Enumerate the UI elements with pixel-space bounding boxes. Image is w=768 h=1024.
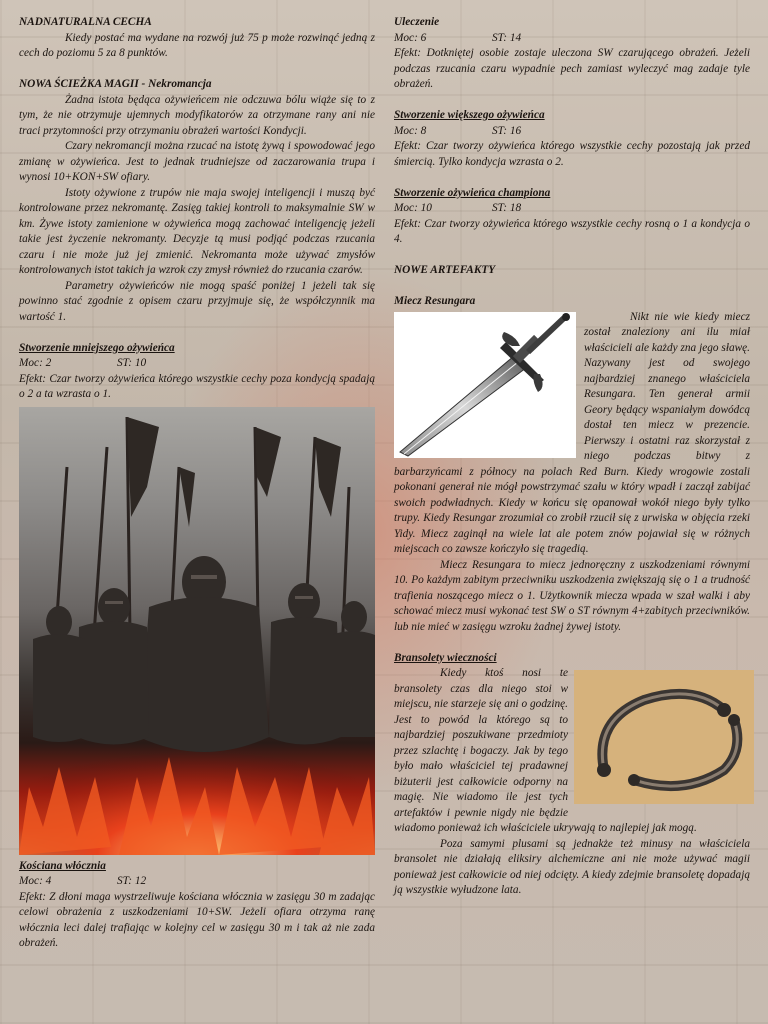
spell-stats (394, 124, 750, 140)
paragraph: Kiedy ktoś nosi te bransolety czas dla niego stoi w miejscu, nie starzeje się ani o godzinę. Jest to powód la którego są to najbardziej poszukiwane przedmioty przez szlachtę i bogaczy. Jak by tego było mało właściciel tej pradawnej biżuterii jest całkowicie odporny na magię. Nie wiadomo ile jest tych artefaktów i pewnie nigdy nie będzie wiadomo ponieważ ich właściciele ukrywają to najlepiej jak mogą. (394, 667, 697, 834)
spell-power: Moc: 4 (19, 875, 52, 887)
spell-effect: Efekt: Z dłoni maga wystrzeliwuje kościana włócznia w zasięgu 30 m zadając celowi obrażenia z uszkodzeniami 10+SW. Jeżeli ofiara otrzyma ranę włócznia leci dalej trafiając w kolejny cel w zasięgu 30 m i tak aż nie zada obrażeń. (19, 890, 375, 949)
right-column (394, 15, 750, 899)
spell-power: Moc: 6 (394, 31, 427, 44)
section-title-new-artifacts: NOWE ARTEFAKTY (394, 264, 496, 276)
paragraph: Żadna istota będąca ożywieńcem nie odczuwa bólu wiąże się to z tym, że nie otrzymuje ujemnych modyfikatorów za otrzymane rany ani nie traci przytomności przy otrzymaniu obrażeń wartości Kondycji. (19, 93, 375, 137)
bracelets-image (574, 670, 754, 804)
spell-stats (394, 31, 750, 47)
spell-title-bone-spear: Kościana włócznia (19, 859, 106, 872)
bracelet-icon (574, 670, 754, 804)
artifact-title-resungar-sword: Miecz Resungara (394, 295, 476, 307)
spell-stats (19, 356, 375, 372)
spell-title-champion-undead: Stworzenie ożywieńca championa (394, 186, 551, 199)
spell-difficulty: ST: 12 (117, 875, 147, 887)
spell-power: Moc: 8 (394, 124, 427, 137)
spell-effect: Efekt: Czar tworzy ożywieńca którego wszystkie cechy rosną o 1 a kondycja o 4. (394, 217, 750, 245)
paragraph: Istoty ożywione z trupów nie maja swojej inteligencji i muszą być kontrolowane przez nekromantę. Zasięg takiej kontroli to maksymalnie SW w km. Żywe istoty zamienione w ożywieńca mogą zachować inteligencję jeżeli takie jest życzenie nekromanty. Decyzje tą musi podjąć podczas rzucania czaru i nie może już jej zmienić. Nekromanta może używać zmysłów kontrolowanych istot takich ja wzrok czy zmysł również do rzucania czarów. (19, 186, 375, 276)
undead-army-image (19, 407, 375, 855)
artifact-title-eternity-bracelets: Bransolety wieczności (394, 651, 497, 664)
spell-effect: Efekt: Dotkniętej osobie zostaje uleczona SW czarującego obrażeń. Jeżeli podczas rzucania czaru wypadnie pech zamiast wyleczyć mag zadaje tyle obrażeń. (394, 47, 750, 90)
sword-icon (394, 312, 576, 458)
paragraph: Miecz Resungara to miecz jednoręczny z uszkodzeniami równymi 10. Po każdym zabitym przeciwniku uszkodzenia zwiększają się o 1 a trudność trafienia noszącego miecz o 1. Użytkownik miecza wpada w szał walki i aby schować miecz musi wykonać test SW o ST równym 4+zabitych przeciwników. lub nie mieć w zasięgu wzroku żadnej żywej istoty. (394, 558, 750, 633)
spell-difficulty: ST: 10 (117, 357, 147, 369)
section-title-supernatural-trait: NADNATURALNA CECHA (19, 16, 152, 28)
section-title-necromancy: NOWA ŚCIEŻKA MAGII - Nekromancja (19, 78, 212, 90)
spell-difficulty: ST: 18 (492, 202, 522, 214)
spell-effect: Efekt: Czar tworzy ożywieńca którego wszystkie cechy poza kondycją spadają o 2 a ta wzrasta o 1. (19, 372, 375, 400)
undead-army-illustration (19, 407, 375, 855)
spell-difficulty: ST: 16 (492, 124, 522, 137)
paragraph: Czary nekromancji można rzucać na istotę żywą i spowodować jego zmianę w ożywieńca. Jest to jednak trudniejsze od zaczarowania trupa i wynosi 10+KON+SW ofiary. (19, 140, 375, 183)
spell-stats (19, 874, 375, 890)
spell-title-healing: Uleczenie (394, 16, 440, 28)
spell-power: Moc: 2 (19, 357, 52, 369)
spell-effect: Efekt: Czar tworzy ożywieńca którego wszystkie cechy pozostają jak przed śmiercią. Tylko kondycja wzrasta o 2. (394, 140, 750, 168)
paragraph: Parametry ożywieńców nie mogą spaść poniżej 1 jeżeli tak się powinno stać zgodnie z opisem czaru przyjmuje się, że współczynnik ma wartość 1. (19, 279, 375, 323)
spell-stats (394, 201, 750, 217)
left-column (19, 15, 375, 952)
spell-power: Moc: 10 (394, 202, 432, 214)
spell-title-lesser-undead: Stworzenie mniejszego ożywieńca (19, 341, 175, 354)
spell-difficulty: ST: 14 (492, 31, 522, 44)
paragraph: Poza samymi plusami są jednakże też minusy na właściciela bransolet nie działają eliksiry alchemiczne ani nie może używać magii ponieważ jest całkowicie od niej odcięty. A kiedy zdejmie bransoletę dopadają ją wszystkie wyłudzone lata. (394, 837, 750, 896)
sword-image (394, 312, 576, 458)
spell-title-greater-undead: Stworzenie większego ożywieńca (394, 109, 545, 121)
paragraph: Kiedy postać ma wydane na rozwój już 75 p może rozwinąć jedną z cech do poziomu 5 za 8 punktów. (19, 31, 375, 59)
paragraph: Nikt nie wie kiedy miecz został znaleziony ani ilu miał właścicieli ale każdy zna jego sławę. Nazywany jest od swojego najbardziej znanego właściciela Resungara. Ten generał armii Geory będący wspaniałym dowódcą dostał ten miecz w prezencie. Pierwszy i ostatni raz skorzystał z niego podczas bitwy z barbarzyńcami z północy na polach Red Burn. Kiedy wrogowie zostali pokonani generał nie mógł powstrzymać szału w który wpadł i zaczął zabijać swoich podwładnych. Kiedy w końcu się opanował wokół niego były tylko trupy. Kiedy Resungar zrozumiał co zrobił rzucił się z urwiska w objęcia rzeki Yidy. Miecz zaginął na wiele lat ale potem znów pojawiał się w różnych miejscach co zawsze kończyło się tragedią. (394, 310, 750, 555)
